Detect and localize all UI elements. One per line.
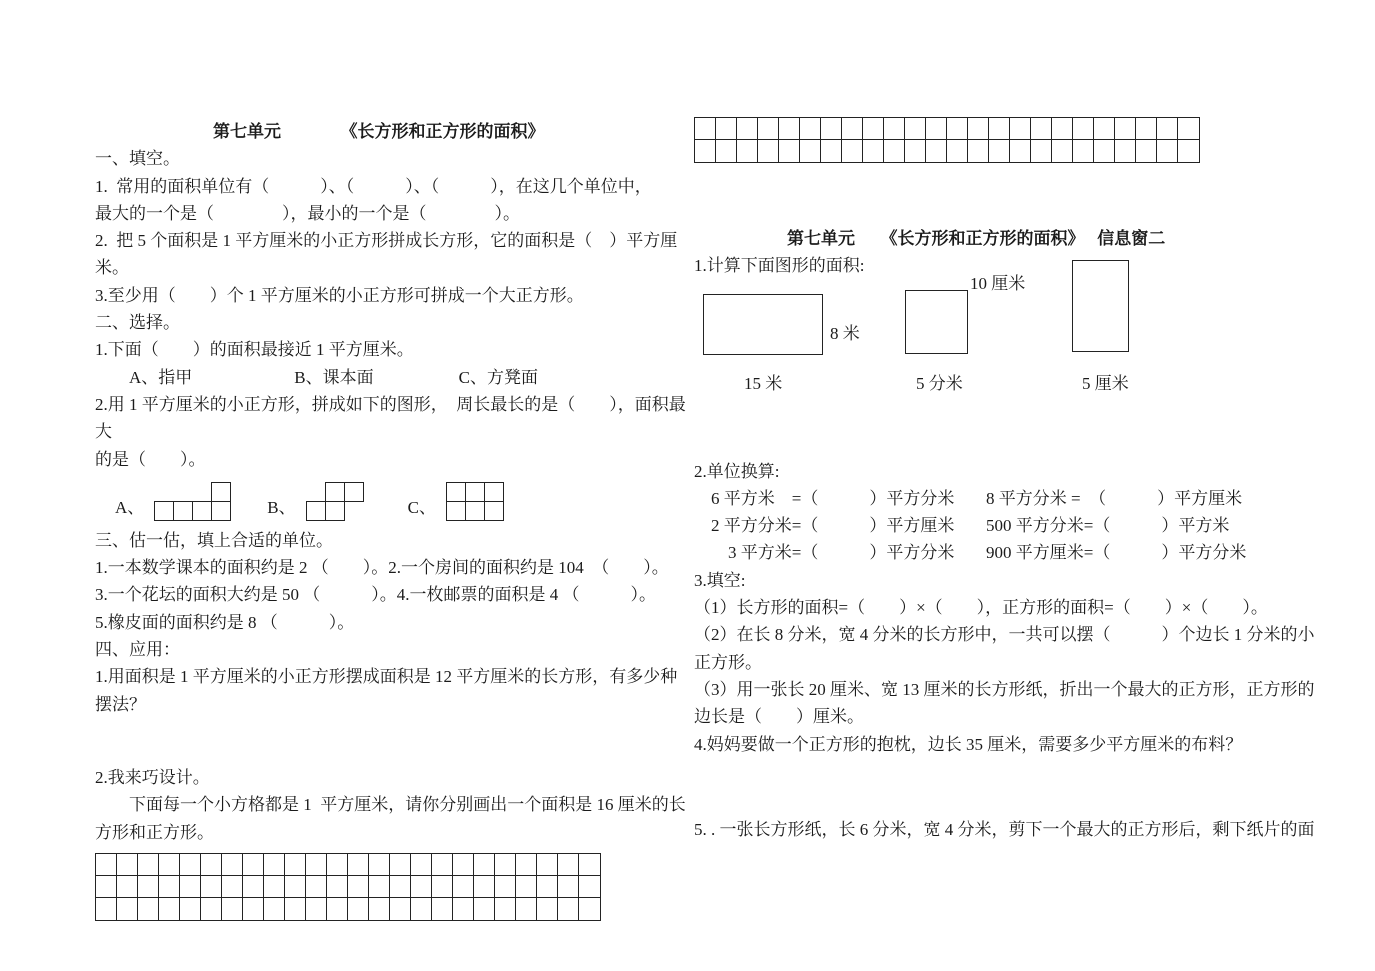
grid-cell [926,140,947,162]
fill-heading-right: 3.填空: [694,570,746,590]
grid-cell [968,140,989,162]
figure-cell [325,501,345,521]
grid-cell [695,140,716,162]
grid-cell [537,854,558,876]
rect-height-label: 8 米 [830,323,860,343]
grid-cell [905,140,926,162]
fill-q1-line1: 1. 常用的面积单位有（ ）、（ ）、（ ），在这几个单位中， [95,176,652,196]
grid-cell [1178,118,1199,140]
grid-cell [821,118,842,140]
grid-cell [779,118,800,140]
apply-q1: 1.用面积是 1 平方厘米的小正方形摆成面积是 12 平方厘米的长方形，有多少种摆法？ [95,667,678,714]
grid-cell [716,140,737,162]
grid-cell [558,876,579,898]
grid-cell [863,140,884,162]
grid-cell [495,854,516,876]
grid-cell [842,140,863,162]
grid-cell [758,140,779,162]
grid-cell [1136,118,1157,140]
conversion-row [694,539,1318,566]
choice-q2-line2: 的是（ ）。 [95,449,206,469]
figure-cell [173,501,193,521]
grid-cell [537,876,558,898]
grid-cell [348,876,369,898]
grid-cell [516,854,537,876]
grid-cell [579,854,600,876]
figure-cell [484,482,504,502]
choice-heading: 二、选择。 [95,313,180,333]
design-heading: 2.我来巧设计。 [95,767,210,787]
grid-cell [1178,140,1199,162]
grid-cell [884,118,905,140]
blank-work-space [95,718,687,764]
figure-cell [154,501,174,521]
choice-q2-line1: 2.用 1 平方厘米的小正方形，拼成如下的图形， 周长最长的是（ ），面积最大 [95,394,686,442]
conversion-cell: 900 平方厘米=（ ）平方分米 [986,543,1247,563]
conversion-heading: 2.单位换算: [694,461,780,481]
figure-cell [211,482,231,502]
estimate-q3-q4: 3.一个花坛的面积大约是 50 （ ）。4.一枚邮票的面积是 4 （ ）。 [95,585,656,605]
grid-cell [1052,118,1073,140]
grid-cell [1010,140,1031,162]
grid-cell [737,140,758,162]
grid-cell [1031,118,1052,140]
grid-cell [306,876,327,898]
grid-cell [285,854,306,876]
design-description: 下面每一个小方格都是 1 平方厘米，请你分别画出一个面积是 16 厘米的长方形和正方形。 [95,795,686,842]
grid-cell [369,876,390,898]
grid-cell [306,854,327,876]
conversion-row [694,512,1318,539]
grid-cell [390,854,411,876]
grid-cell [201,898,222,920]
grid-cell [285,876,306,898]
figure-cell [325,482,345,502]
grid-cell [989,140,1010,162]
figure-cell [465,482,485,502]
grid-cell [926,118,947,140]
fill-q2: 2. 把 5 个面积是 1 平方厘米的小正方形拼成长方形，它的面积是（ ）平方厘米。 [95,231,678,278]
left-column [95,118,687,921]
tall-height-label: 10 厘米 [970,273,1026,293]
answer-grid-top [694,117,1200,163]
grid-cell [905,118,926,140]
fill-heading: 一、填空。 [95,149,180,169]
figure-cell [484,501,504,521]
rectangle-5cm-10cm [1072,260,1129,352]
grid-cell [453,854,474,876]
apply-heading: 四、应用： [95,640,180,660]
conversion-cell: 6 平方米 =（ ）平方分米 [694,488,955,508]
grid-cell [1052,140,1073,162]
grid-cell [516,898,537,920]
grid-cell [821,140,842,162]
grid-cell [327,854,348,876]
fill-q3-1: （1）长方形的面积=（ ）×（ ），正方形的面积=（ ）×（ ）。 [694,598,1268,618]
grid-cell [737,118,758,140]
choice-q1: 1.下面（ ）的面积最接近 1 平方厘米。 [95,340,414,360]
calc-area-heading: 1.计算下面图形的面积: [694,256,865,276]
grid-cell [432,876,453,898]
grid-cell [243,876,264,898]
estimate-heading: 三、估一估，填上合适的单位。 [95,530,333,550]
conversion-cell: 500 平方分米=（ ）平方米 [986,516,1230,536]
grid-cell [159,876,180,898]
tall-width-label: 5 厘米 [1082,373,1129,393]
fill-q3-2: （2）在长 8 分米，宽 4 分米的长方形中，一共可以摆（ ）个边长 1 分米的小正方形。 [694,625,1315,672]
grid-cell [243,854,264,876]
grid-cell [159,898,180,920]
figure-c-label: C、 [407,497,436,517]
fill-q3: 3.至少用（ ）个 1 平方厘米的小正方形可拼成一个大正方形。 [95,285,584,305]
grid-cell [285,898,306,920]
grid-cell [779,140,800,162]
grid-cell [863,118,884,140]
grid-cell [222,854,243,876]
grid-cell [558,854,579,876]
grid-cell [201,854,222,876]
grid-cell [989,118,1010,140]
grid-cell [264,898,285,920]
grid-cell [516,876,537,898]
figure-cell [446,482,466,502]
apply-q4: 4.妈妈要做一个正方形的抱枕，边长 35 厘米，需要多少平方厘米的布料？ [694,734,1243,754]
grid-cell [1073,140,1094,162]
grid-cell [1073,118,1094,140]
choice-q1-options: A、指甲 B、课本面 C、方凳面 [95,367,538,387]
grid-cell [947,118,968,140]
grid-cell [474,898,495,920]
grid-cell [390,876,411,898]
figure-cell [211,501,231,521]
grid-cell [411,876,432,898]
grid-cell [159,854,180,876]
grid-cell [411,898,432,920]
grid-cell [1031,140,1052,162]
figure-cell [465,501,485,521]
grid-cell [222,876,243,898]
grid-cell [222,898,243,920]
grid-cell [968,118,989,140]
figure-b [306,482,364,521]
left-title: 第七单元 《长方形和正方形的面积》 [213,122,545,141]
figure-a-label: A、 [115,497,145,517]
grid-cell [96,876,117,898]
grid-cell [1094,118,1115,140]
grid-cell [369,898,390,920]
figure-cell [192,501,212,521]
grid-cell [180,898,201,920]
grid-cell [1115,118,1136,140]
grid-cell [495,876,516,898]
grid-cell [474,876,495,898]
grid-cell [348,854,369,876]
grid-cell [138,854,159,876]
fill-q1-line2: 最大的一个是（ ），最小的一个是（ ）。 [95,203,520,223]
grid-cell [474,854,495,876]
figure-a [154,482,231,521]
grid-cell [117,854,138,876]
grid-cell [138,876,159,898]
grid-cell [117,898,138,920]
area-figures [694,273,1318,402]
fill-q3-3: （3）用一张长 20 厘米、宽 13 厘米的长方形纸，折出一个最大的正方形，正方形的边长是（ ）厘米。 [694,679,1315,727]
figure-cell [446,501,466,521]
estimate-q1-q2: 1.一本数学课本的面积约是 2 （ ）。2.一个房间的面积约是 104 （ ）。 [95,558,669,578]
grid-cell [432,854,453,876]
grid-cell [348,898,369,920]
drawing-grid-bottom [95,853,601,921]
grid-cell [716,118,737,140]
grid-cell [201,876,222,898]
conversion-cell: 3 平方米=（ ）平方分米 [694,543,955,563]
grid-cell [306,898,327,920]
rectangle-15m-8m [703,294,823,355]
figure-c [446,482,504,521]
choice-q2-figures [95,475,687,521]
grid-cell [390,898,411,920]
grid-cell [327,876,348,898]
estimate-q5: 5.橡皮面的面积约是 8 （ ）。 [95,612,355,632]
grid-cell [96,898,117,920]
grid-cell [495,898,516,920]
grid-cell [369,854,390,876]
apply-q5: 5. . 一张长方形纸，长 6 分米，宽 4 分米，剪下一个最大的正方形后，剩下纸片的面 [694,819,1315,839]
right-title: 第七单元 《长方形和正方形的面积》 信息窗二 [787,229,1166,248]
grid-cell [800,118,821,140]
blank-work-space [694,758,1318,816]
grid-cell [558,898,579,920]
conversion-cell: 8 平方分米 = （ ）平方厘米 [986,488,1243,508]
grid-cell [1136,140,1157,162]
grid-cell [537,898,558,920]
conversion-row [694,485,1318,512]
grid-cell [264,876,285,898]
grid-cell [180,854,201,876]
square-side-label: 5 分米 [916,373,963,393]
grid-cell [1094,140,1115,162]
grid-cell [138,898,159,920]
rect-width-label: 15 米 [744,373,783,393]
grid-cell [327,898,348,920]
grid-cell [695,118,716,140]
figure-cell [344,482,364,502]
grid-cell [579,898,600,920]
grid-cell [842,118,863,140]
grid-cell [1157,140,1178,162]
square-5dm [905,290,968,354]
grid-cell [411,854,432,876]
grid-cell [453,876,474,898]
grid-cell [1115,140,1136,162]
grid-cell [432,898,453,920]
grid-cell [180,876,201,898]
grid-cell [1157,118,1178,140]
grid-cell [884,140,905,162]
conversion-cell: 2 平方分米=（ ）平方厘米 [694,516,955,536]
grid-cell [1010,118,1031,140]
grid-cell [453,898,474,920]
grid-cell [579,876,600,898]
figure-cell [306,501,326,521]
grid-cell [758,118,779,140]
grid-cell [243,898,264,920]
right-column [694,117,1318,843]
grid-cell [117,876,138,898]
figure-b-label: B、 [267,497,296,517]
grid-cell [947,140,968,162]
grid-cell [96,854,117,876]
grid-cell [264,854,285,876]
grid-cell [800,140,821,162]
